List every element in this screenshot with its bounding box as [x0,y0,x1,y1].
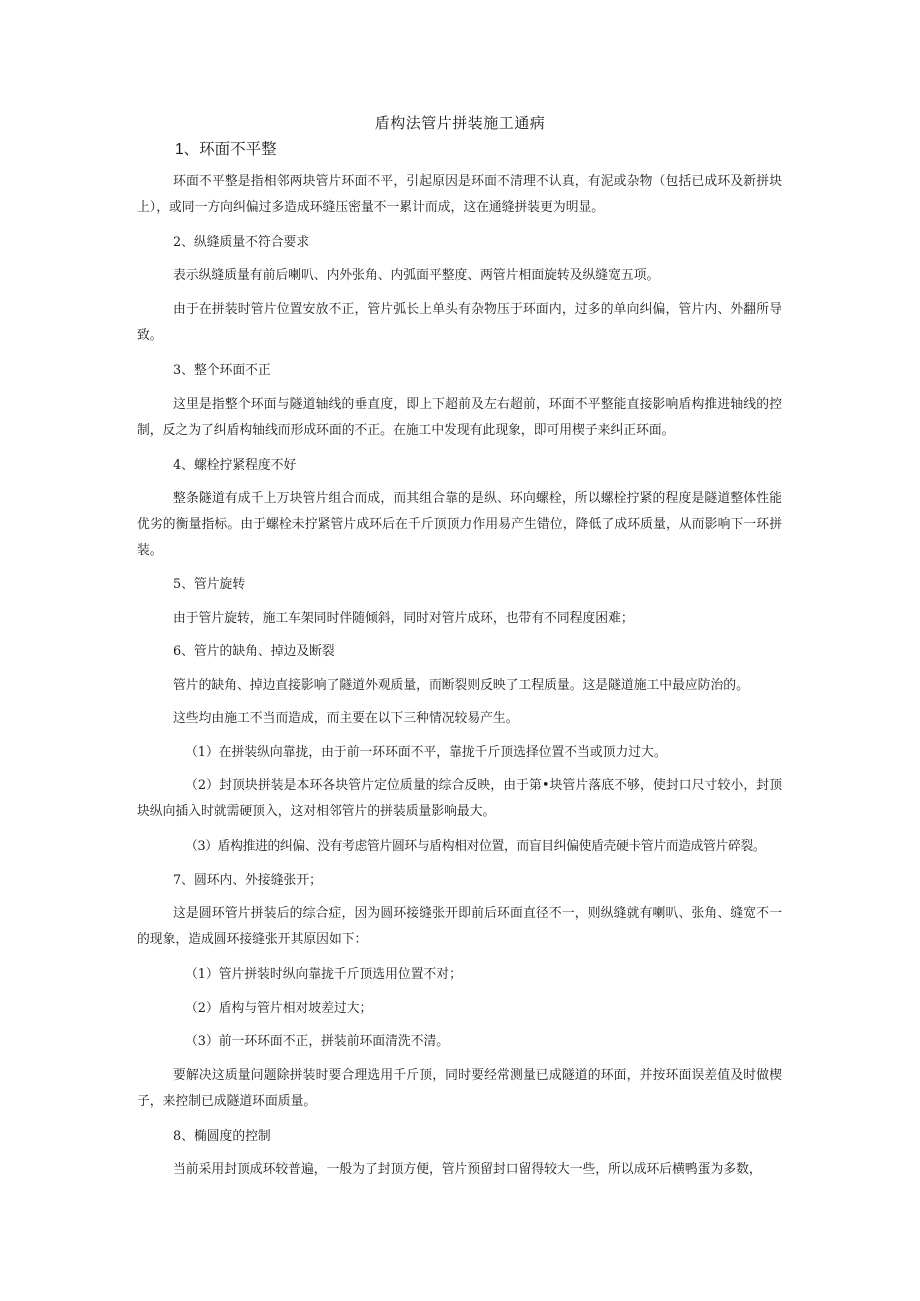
section-1-number: 1 [175,141,184,158]
section-6-item-3: （3）盾构推进的纠偏、没有考虑管片圆环与盾构相对位置，而盲目纠偏使盾壳硬卡管片而造成管片碎裂。 [185,839,766,854]
section-6-item-1: （1）在拼装纵向靠拢，由于前一环环面不平，靠拢千斤顶选择位置不当或顶力过大。 [185,745,667,760]
section-5-paragraph: 由于管片旋转，施工车架同时伴随倾斜，同时对管片成环，也带有不同程度困难； [173,611,634,626]
section-8-heading: 8、椭圆度的控制 [173,1129,271,1144]
section-7-heading: 7、圆环内、外接缝张开； [173,873,322,888]
section-1-heading: 1、环面不平整 [175,140,277,158]
section-5-heading: 5、管片旋转 [173,577,246,592]
section-8-paragraph: 当前采用封顶成环较普遍，一般为了封顶方便，管片预留封口留得较大一些，所以成环后横鸭蛋为多数， [173,1162,762,1177]
section-1-paragraph: 环面不平整是指相邻两块管片环面不平，引起原因是环面不清理不认真，有泥或杂物（包括已成环及新拼块上），或同一方向纠偏过多造成环缝压密量不一累计而成，这在通缝拼装更为明显。 [137,174,782,215]
section-4-heading: 4、螺栓拧紧程度不好 [173,458,297,473]
section-7-item-3: （3）前一环环面不正，拼装前环面清洗不清。 [185,1034,450,1049]
section-6-heading: 6、管片的缺角、掉边及断裂 [173,644,335,659]
section-4-paragraph: 整条隧道有成千上万块管片组合而成，而其组合靠的是纵、环向螺栓，所以螺栓拧紧的程度是隧道整体性能优劣的衡量指标。由于螺栓未拧紧管片成环后在千斤顶顶力作用易产生错位，降低了成环质量，从而影响下一环拼装。 [137,491,782,558]
section-6-item-2: （2）封顶块拼装是本环各块管片定位质量的综合反映，由于第•块管片落底不够，使封口尺寸较小，封顶块纵向插入时就需硬顶入，这对相邻管片的拼装质量影响最大。 [137,778,782,819]
section-7-closing-paragraph: 要解决这质量问题除拼装时要合理选用千斤顶，同时要经常测量已成隧道的环面，并按环面误差值及时做楔子，来控制已成隧道环面质量。 [137,1068,782,1109]
section-2-paragraph-2: 由于在拼装时管片位置安放不正，管片弧长上单头有杂物压于环面内，过多的单向纠偏，管片内、外翻所导致。 [137,302,782,343]
section-6-paragraph-1: 管片的缺角、掉边直接影响了隧道外观质量，而断裂则反映了工程质量。这是隧道施工中最应防治的。 [173,678,749,693]
section-6-paragraph-2: 这些均由施工不当而造成，而主要在以下三种情况较易产生。 [173,711,519,726]
section-3-heading: 3、整个环面不正 [173,363,271,378]
document-title: 盾构法管片拼装施工通病 [374,114,546,132]
section-3-paragraph: 这里是指整个环面与隧道轴线的垂直度，即上下超前及左右超前，环面不平整能直接影响盾构推进轴线的控制，反之为了纠盾构轴线而形成环面的不正。在施工中发现有此现象，即可用楔子来纠正环面。 [137,397,782,438]
section-2-paragraph-1: 表示纵缝质量有前后喇叭、内外张角、内弧面平整度、两管片相面旋转及纵缝宽五项。 [173,268,660,283]
section-2-heading: 2、纵缝质量不符合要求 [173,235,310,250]
section-7-paragraph: 这是圆环管片拼装后的综合症，因为圆环接缝张开即前后环面直径不一，则纵缝就有喇叭、张角、缝宽不一的现象，造成圆环接缝张开其原因如下： [137,906,782,947]
section-7-item-2: （2）盾构与管片相对坡差过大； [185,1001,373,1016]
section-7-item-1: （1）管片拼装时纵向靠拢千斤顶选用位置不对； [185,967,462,982]
